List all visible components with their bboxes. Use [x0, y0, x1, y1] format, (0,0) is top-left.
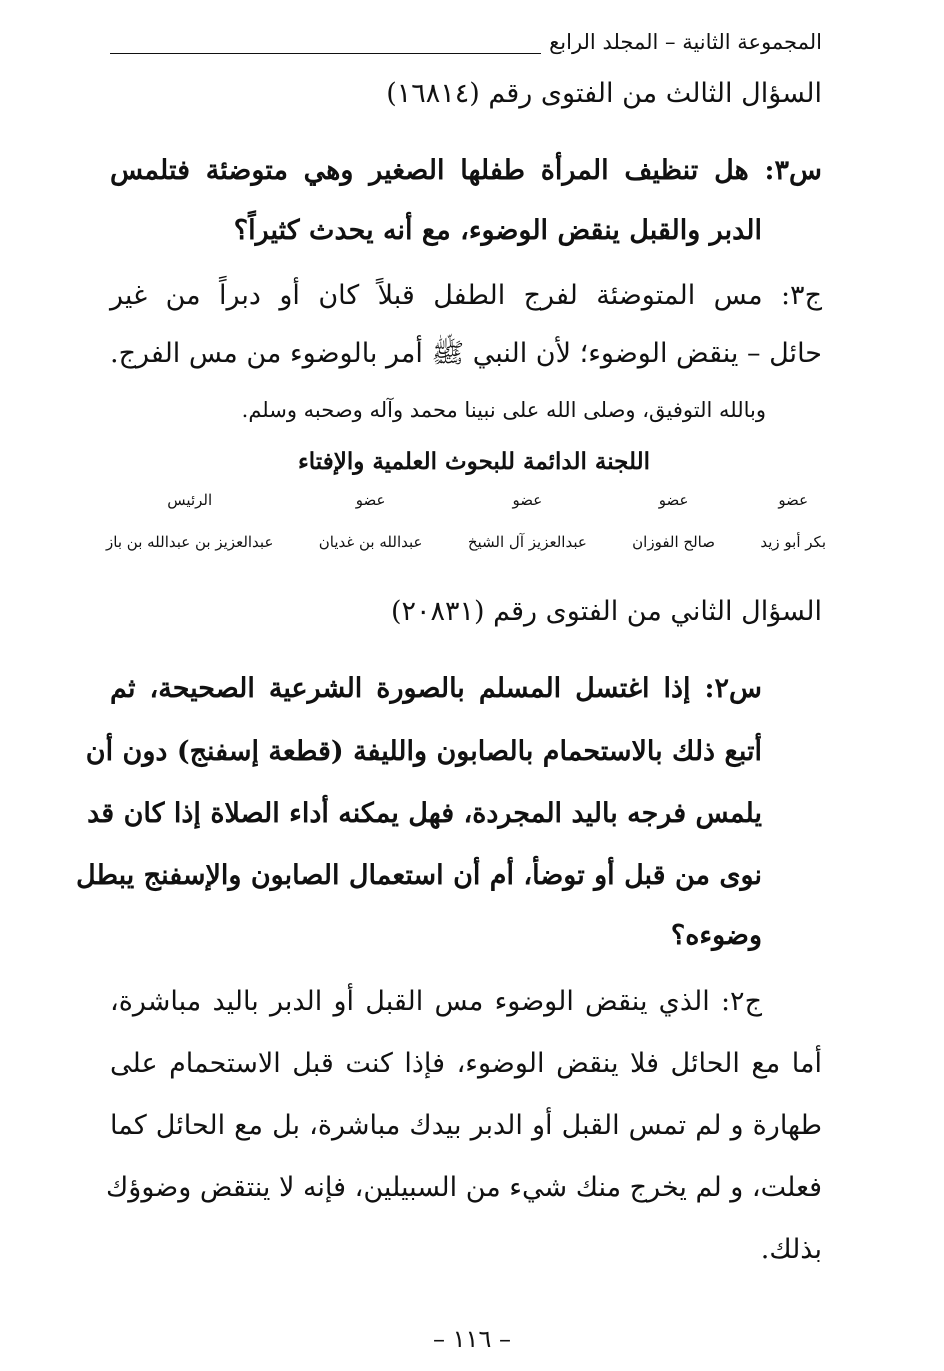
committee-name: اللجنة الدائمة للبحوث العلمية والإفتاء — [297, 448, 651, 475]
section2-question-line: أتبع ذلك بالاستحمام بالصابون والليفة (قطعة إسفنج) دون أن — [85, 736, 762, 767]
committee-member — [106, 491, 273, 551]
section1-answer-line: حائل – ينقض الوضوء؛ لأن النبي ﷺ أمر بالوضوء من مس الفرج. — [110, 338, 822, 369]
section2-answer-line: طهارة و لم تمس القبل أو الدبر بيدك مباشرة، بل مع الحائل كما — [110, 1110, 822, 1141]
section2-answer-line: فعلت، و لم يخرج منك شيء من السبيلين، فإنه لا ينتقض وضوؤك — [106, 1172, 822, 1203]
closing-formula: وبالله التوفيق، وصلى الله على نبينا محمد وآله وصحبه وسلم. — [241, 398, 766, 422]
committee-member — [760, 491, 826, 551]
section1-question-line: الدبر والقبل ينقض الوضوء، مع أنه يحدث كثيراً؟ — [233, 215, 762, 246]
member-name: عبدالعزيز بن عبدالله بن باز — [106, 533, 274, 551]
member-name: بكر أبو زيد — [760, 533, 826, 551]
section2-answer-line: أما مع الحائل فلا ينقض الوضوء، فإذا كنت قبل الاستحمام على — [110, 1048, 822, 1079]
header-rule — [110, 53, 541, 54]
section2-question-line: وضوءه؟ — [670, 920, 762, 951]
section2-answer-line: ج٢: الذي ينقض الوضوء مس القبل أو الدبر باليد مباشرة، — [110, 986, 762, 1017]
member-name: عبدالعزيز آل الشيخ — [467, 533, 587, 551]
committee-members — [106, 491, 826, 551]
section2-title: السؤال الثاني من الفتوى رقم (٢٠٨٣١) — [390, 596, 822, 627]
member-name: صالح الفوزان — [632, 533, 715, 551]
section1-question-line: س٣: هل تنظيف المرأة طفلها الصغير وهي متوضئة فتلمس — [110, 155, 822, 186]
running-header — [110, 22, 822, 62]
member-role: الرئيس — [167, 491, 213, 509]
section2-question-line: س٢: إذا اغتسل المسلم بالصورة الشرعية الصحيحة، ثم — [110, 673, 762, 704]
section2-answer-line: بذلك. — [760, 1234, 822, 1265]
page-number: – ١١٦ – — [433, 1325, 511, 1353]
section1-answer-line: ج٣: مس المتوضئة لفرج الطفل قبلاً كان أو دبراً من غير — [110, 280, 822, 311]
member-name: عبدالله بن غديان — [318, 533, 423, 551]
member-role: عضو — [355, 491, 386, 509]
running-title: المجموعة الثانية – المجلد الرابع — [549, 30, 822, 54]
member-role: عضو — [512, 491, 543, 509]
member-role: عضو — [658, 491, 689, 509]
section1-title: السؤال الثالث من الفتوى رقم (١٦٨١٤) — [386, 78, 822, 109]
section2-question-line: نوى من قبل أو توضأ، أم أن استعمال الصابون والإسفنج يبطل — [76, 860, 762, 891]
committee-member — [632, 491, 715, 551]
member-role: عضو — [778, 491, 809, 509]
committee-member — [319, 491, 423, 551]
section2-question-line: يلمس فرجه باليد المجردة، فهل يمكنه أداء الصلاة إذا كان قد — [87, 798, 762, 829]
committee-member — [468, 491, 587, 551]
